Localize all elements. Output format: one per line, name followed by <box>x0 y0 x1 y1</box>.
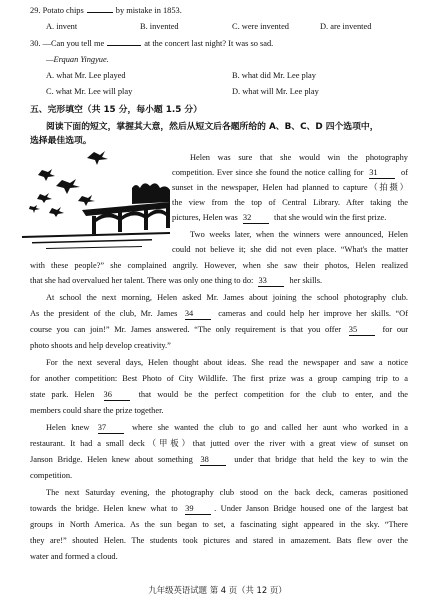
para3-line4: photo shoots and help develop creativity.” <box>30 341 171 350</box>
question-text: Potato chips <box>42 6 84 15</box>
para4-line1: For the next several days, Helen thought about ideas. She read the newspaper and saw a notice <box>46 358 408 367</box>
section-instructions: 阅读下面的短文，掌握其大意，然后从短文后各题所给的 A、B、C、D 四个选项中， <box>46 122 379 132</box>
question-text: by mistake in 1853. <box>115 6 182 15</box>
option-b: B. invented <box>140 22 179 31</box>
question-30 <box>30 39 273 48</box>
blank-38: 38 <box>200 454 226 466</box>
para1-line5: pictures, Helen was 32 that she would win the first prize. <box>172 213 387 222</box>
blank-36: 36 <box>104 389 130 401</box>
para1-line3: sunset in the newspaper, Helen had planned to capture（拍摄） <box>172 183 408 192</box>
section-heading: 五、完形填空（共 15 分，每小题 1.5 分） <box>30 105 203 115</box>
blank-32: 32 <box>243 212 269 224</box>
blank-39: 39 <box>185 503 211 515</box>
option-c: C. were invented <box>232 22 289 31</box>
para2-line2: could not believe it; she did not even place. “What's the matter <box>172 245 408 254</box>
para2-line4: that she had overvalued her talent. There was only one thing to do: 33 her skills. <box>30 276 323 285</box>
option-a: A. what Mr. Lee played <box>46 71 126 80</box>
option-a: A. invent <box>46 22 78 31</box>
option-c: C. what Mr. Lee will play <box>46 87 133 96</box>
blank-34: 34 <box>185 308 211 320</box>
question-29 <box>30 6 182 15</box>
para3-line3: course you can join!” Mr. James answered. “The only requirement is that you offer 35 for our <box>30 325 409 334</box>
para5-line4: competition. <box>30 471 73 480</box>
para6-line5: water and formed a cloud. <box>30 552 118 561</box>
para2-line1: Two weeks later, when the winners were announced, Helen <box>190 230 408 239</box>
question-number: 29. <box>30 6 41 15</box>
question-number: 30. <box>30 39 41 48</box>
para4-line2: for another competition: Best Photo of City Wildlife. The first prize was a group camping trip to a <box>30 374 408 383</box>
bats-over-bridge-illustration <box>22 148 170 256</box>
question-text: —Can you tell me <box>42 39 105 48</box>
blank-31: 31 <box>369 167 395 179</box>
blank-33: 33 <box>258 275 284 287</box>
para3-line2: As the president of the club, Mr. James 34 cameras and could help her improve her skills. “Of <box>30 309 409 318</box>
blank-35: 35 <box>349 324 375 336</box>
option-d: D. what will Mr. Lee play <box>232 87 319 96</box>
para2-line3: with these people?” she complained angrily. However, when she saw their photos, Helen realized <box>30 261 408 270</box>
para6-line4: they are!” shouted Helen. The students took pictures and stared in amazement. Bats flew over the <box>30 536 408 545</box>
para4-line3: state park. Helen 36 that would be the perfect competition for the club to enter, and the <box>30 390 409 399</box>
blank-37: 37 <box>98 422 124 434</box>
para5-line2: restaurant. It had a small deck（甲板）that jutted over the river with a great view of sunset on <box>30 439 408 448</box>
dialogue-reply: —Erquan Yingyue. <box>46 55 109 64</box>
para4-line4: members could share the prize together. <box>30 406 164 415</box>
para6-line3: groups in North America. As the sun began to set, a fascinating sight appeared in the sky. “There <box>30 520 408 529</box>
para1-line2: competition. Ever since she found the notice calling for 31 of <box>172 168 408 177</box>
page-footer: 九年级英语试题 第 4 页（共 12 页） <box>148 585 287 595</box>
para5-line1: Helen knew 37 where she wanted the club to go and called her aunt who worked in a <box>46 423 409 432</box>
para5-line3: Janson Bridge. Helen knew about something 38 under that bridge that held the key to win the <box>30 455 409 464</box>
option-b: B. what did Mr. Lee play <box>232 71 316 80</box>
para6-line2: towards the bridge. Helen knew what to 39 . Under Janson Bridge housed one of the largest bat <box>30 504 409 513</box>
para1-line1: Helen was sure that she would win the photography <box>190 153 408 162</box>
option-d: D. are invented <box>320 22 372 31</box>
answer-blank <box>107 45 141 46</box>
answer-blank <box>87 12 113 13</box>
para3-line1: At school the next morning, Helen asked Mr. James about joining the school photography club. <box>46 293 408 302</box>
para1-line4: the view from the top of Central Library. After taking the <box>172 198 408 207</box>
section-instructions-2: 选择最佳选项。 <box>30 136 92 146</box>
para6-line1: The next Saturday evening, the photography club stood on the back deck, cameras positioned <box>46 488 408 497</box>
question-text: at the concert last night? It was so sad. <box>144 39 274 48</box>
